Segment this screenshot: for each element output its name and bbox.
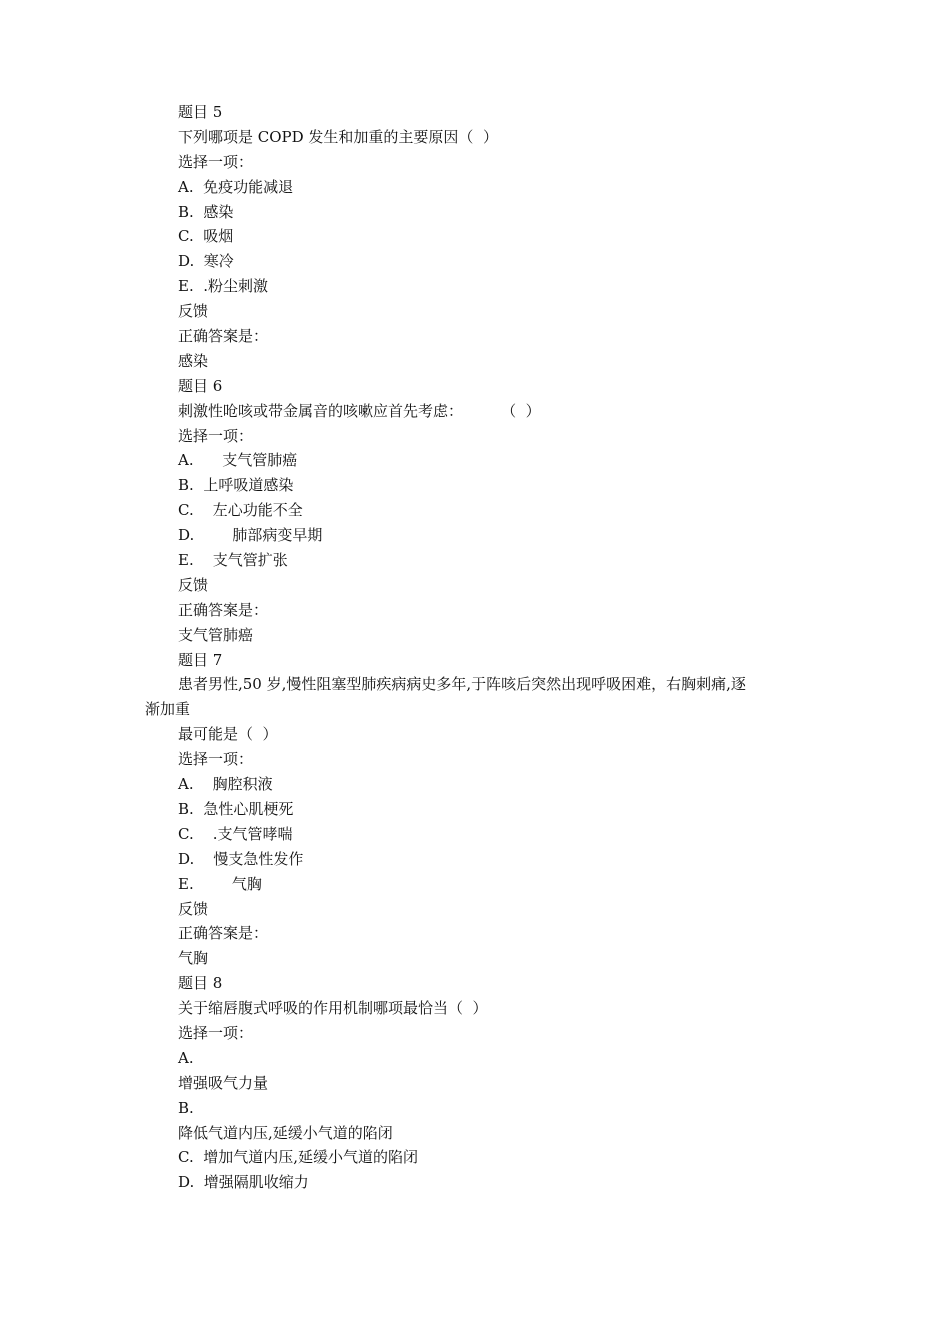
question-6-answer-label: 正确答案是： [178,600,269,619]
question-6-choose-label: 选择一项： [178,426,254,445]
question-8-option-a-letter: A. [178,1048,194,1067]
question-7-option-c: C. .支气管哮喘 [178,824,293,843]
question-7-option-d: D. 慢支急性发作 [178,849,304,868]
question-8-title: 题目 8 [178,974,223,993]
question-7-stem [145,672,815,722]
question-6-answer: 支气管肺癌 [178,625,254,644]
question-7-answer: 气胸 [178,949,209,968]
question-8-option-d: D. 增强隔肌收缩力 [178,1173,309,1192]
question-6-option-a: A. 支气管肺癌 [178,451,298,470]
question-6-option-d: D. 肺部病变早期 [178,526,323,545]
question-8-option-b-letter: B. [178,1098,194,1117]
question-8-option-a-text: 增强吸气力量 [178,1073,269,1092]
question-7-option-a: A. 胸腔积液 [178,775,273,794]
question-6-option-c: C. 左心功能不全 [178,501,303,520]
question-text-block [145,100,818,1195]
question-7-option-b: B. 急性心肌梗死 [178,799,294,818]
question-5-answer: 感染 [178,351,209,370]
question-5-answer-label: 正确答案是： [178,327,269,346]
question-7-stem-end: 最可能是（ ） [178,725,278,744]
question-5-option-d: D. 寒冷 [178,252,234,271]
question-7-choose-label: 选择一项： [178,750,254,769]
question-8-option-b-text: 降低气道内压,延缓小气道的陷闭 [178,1123,393,1142]
question-7-feedback-label: 反馈 [178,899,209,918]
question-5-option-b: B. 感染 [178,202,234,221]
question-6-option-b: B. 上呼吸道感染 [178,476,294,495]
question-6-stem: 刺激性呛咳或带金属音的咳嗽应首先考虑： （ ） [178,401,541,420]
question-5-option-c: C. 吸烟 [178,227,234,246]
question-6-title: 题目 6 [178,376,223,395]
question-7-title: 题目 7 [178,650,223,669]
question-5-option-a: A. 免疫功能减退 [178,177,294,196]
question-5-stem: 下列哪项是 COPD 发生和加重的主要原因（ ） [178,127,498,146]
question-5-title: 题目 5 [178,103,223,121]
question-7-stem-line-2: 渐加重 [145,700,191,719]
question-7-answer-label: 正确答案是： [178,924,269,943]
question-7-stem-line-1: 患者男性,50 岁,慢性阻塞型肺疾病病史多年,于阵咳后突然出现呼吸困难，右胸刺痛,逐 [178,675,746,694]
question-8-option-c: C. 增加气道内压,延缓小气道的陷闭 [178,1148,419,1167]
question-5-option-e: E. .粉尘刺激 [178,277,269,296]
question-6-option-e: E. 支气管扩张 [178,551,288,570]
question-6-feedback-label: 反馈 [178,575,209,594]
question-5-feedback-label: 反馈 [178,302,209,321]
question-5-choose-label: 选择一项： [178,152,254,171]
question-8-stem: 关于缩唇腹式呼吸的作用机制哪项最恰当（ ） [178,999,488,1018]
question-7-option-e: E. 气胸 [178,874,262,893]
question-8-choose-label: 选择一项： [178,1023,254,1042]
